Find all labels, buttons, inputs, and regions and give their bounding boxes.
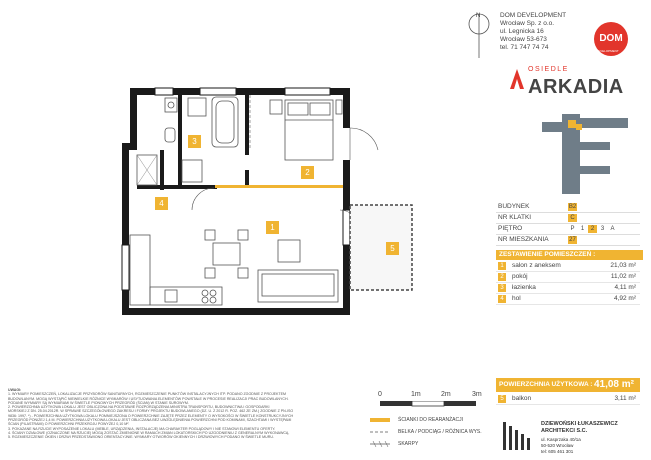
room-num: 4 [498,295,506,303]
room-num: 2 [498,273,506,281]
scale-3m: 3m [472,391,482,398]
bed [270,100,342,160]
balcony-name: balkon [512,395,532,402]
balcony [350,205,412,290]
total-area-label: POWIERZCHNIA UŻYTKOWA : [499,381,593,388]
notes-line: 3. POKAZANE NA RZUCIE WYPOSAŻENIE LOKALU (MEBLE, URZĄDZENIA, INSTALACJE) MA CHARAKTER POGLĄDOWY I NIE STANOWI ELEMENTU OFERTY. [8,426,276,431]
dom-logo-text: DOM [599,33,623,44]
bathroom-fixtures [165,97,238,182]
notes-line: 4. ŚCIANY DZIAŁOWE (OZNACZONE NA RZUCIE) MOGĄ ZOSTAĆ ZMIENIONE W RAMACH ZMIAN LOKATORSKICH PO UZGODNIENIU Z GENERALNYM WYKONAWCĄ. [8,430,290,435]
room-name: łazienka [512,284,536,291]
room-num: 3 [498,284,506,292]
flat-value: 27 [569,237,576,243]
rearrangeable-wall [215,185,343,188]
room-name: salon z aneksem [512,262,561,269]
info-building-row [496,202,640,213]
notes-line: 1. WYMIARY POMIESZCZEŃ, LOKALIZACJE PRZYBORÓW SANITARNYCH, ROZMIESZCZENIE PUNKTÓW INSTALACYJNYCH ITP. PODANO ZGODNIE Z PROJEKTEM [8,392,287,397]
legend-skarpy: SKARPY [398,441,419,447]
flat-label: NR MIESZKANIA [498,236,549,243]
company-line3: Wrocław 53-673 [500,36,547,43]
company-line2: ul. Legnicka 16 [500,28,544,35]
room-area: 21,03 m² [610,262,636,269]
rooms-header: ZESTAWIENIE POMIESZCZEŃ : [496,250,643,260]
architect-logo [499,418,539,454]
room-row [496,294,640,305]
legend-beam: BELKA / PODCIĄG / RÓŻNICA WYS. [398,429,482,435]
scale-2m: 2m [441,391,451,398]
architect-addr1: ul. Kasprzaka 40/1a [541,437,581,442]
company-phone: tel. 71 747 74 74 [500,44,549,51]
notes [8,388,348,440]
room-label-1: 1 [266,221,279,234]
info-flat-row [496,235,640,246]
room-area: 4,11 m² [614,284,636,291]
room-label-2: 2 [301,166,314,179]
sofa [258,240,338,302]
room-row [496,261,640,272]
architect-name1: DZIEWOŃSKI ŁUKASZEWICZ [541,421,618,427]
dom-logo-sub: DEVELOPMENT [596,49,619,53]
room-name: pokój [512,273,528,280]
notes-line: MORSKIEJ Z DN. 25.04.2012R. W SPRAWIE SZCZEGÓŁOWEGO ZAKRESU I FORMY PROJEKTU BUDOWLANEGO (DZ. U. Z 2012 R. POZ. 462 ZE ZM.) ZGODNIE Z PN-ISO [8,409,294,414]
floor-option-2: 2 [588,225,597,233]
floor-option-a: A [610,226,615,232]
notes-line: 2. POWIERZCHNIA UŻYTKOWA LOKALU JEST OBLICZONA NA PODSTAWIE ROZPORZĄDZENIA MINISTRA TRANSPORTU, BUDOWNICTWA I GOSPODARKI [8,405,270,410]
total-area-bar [496,378,640,392]
project-name: ARKADIA [528,76,624,98]
balcony-num: 5 [498,395,506,403]
legend-rearrange: ŚCIANKI DO REARANŻACJI [398,417,464,423]
key-plan [528,112,640,198]
notes-line: PODANE WYMIARY SĄ WYMIARAMI W ŚWIETLE PIONOWYCH PRZEGRÓD (ŚCIAN) W STANIE SUROWYM. [8,400,189,405]
room-num: 1 [498,262,506,270]
room-label-5: 5 [386,242,399,255]
project-prefix: OSIEDLE [528,66,569,73]
floor-label: PIĘTRO [498,225,523,232]
compass-north-label: N [476,13,481,19]
scale-0: 0 [378,391,382,398]
room-label-4: 4 [155,197,168,210]
scale-1m: 1m [411,391,421,398]
building-value: B2 [568,204,577,210]
stair-label: NR KLATKI [498,214,532,221]
balcony-area: 3,11 m² [614,395,636,402]
room-name: hol [512,295,521,302]
notes-title: UWAGI: [8,388,22,392]
company-line1: Wrocław Sp. z o.o. [500,20,555,27]
notes-line: 5. ROZMIESZCZENIE OKIEN I DRZWI PRZEDSTAWIONO ORIENTACYJNIE. WYMIARY OTWORÓW OKIENNYCH I DRZWIOWYCH PODANO W ŚWIETLE MURU. [8,435,274,440]
info-floor-row [496,224,640,235]
room-area: 11,02 m² [610,273,636,280]
building-label: BUDYNEK [498,203,530,210]
arkadia-logo-icon [508,67,526,91]
kitchen-counter [130,235,222,305]
floor-option-p: P [570,226,575,232]
notes-line: PRZEGRÓD PONIŻEJ 1,4 M. POWIERZCHNIA UŻYTKOWA LOKALU JEST OBLICZANA BEZ UWZGLĘDNIENIA POWIERZCHNI POD KOMINAMI, SZACHTAMI I WYSTĘPAMI [8,418,292,423]
scale-bar [380,401,482,407]
notes-line: 9836: 1997. *) - POWIERZCHNIA UŻYTKOWA LOKALU POMNIEJSZONA O POWIERZCHNIE ZAJĘTE PRZEZ ELEMENTY O WYSOKOŚCI W ŚWIETLE KONSTRUKCYJNYCH [8,413,294,418]
architect-name2: ARCHITEKCI S.C. [541,428,588,434]
floor-option-1: 1 [580,226,585,232]
legend-swatches [370,416,394,450]
floor-option-3: 3 [600,226,605,232]
architect-addr2: 50-520 Wrocław [541,443,574,448]
room-label-3: 3 [188,135,201,148]
balcony-row [496,394,640,405]
company-block [500,12,600,52]
notes-line: ŚCIAN (PILASTRAMI) O POWIERZCHNI PRZEKROJU POWYŻEJ 0,10 M². [8,422,130,427]
dining-set [205,230,248,278]
stair-value: C [568,214,577,222]
notes-line: BUDOWLANYM. MOGĄ WYSTĄPIĆ NIEWIELKIE RÓŻNICE WYMIARÓW I USYTUOWANIA ELEMENTÓW POWSTAŁE W PROCESIE REALIZACJI PRAC BUDOWLANYCH. [8,396,289,401]
architect-phone: tel: 605 461 301 [541,449,574,454]
room-row [496,283,640,294]
room-area: 4,92 m² [613,295,636,302]
company-name: DOM DEVELOPMENT [500,12,567,19]
total-area-value: 41,08 m² [593,379,634,390]
room-row [496,272,640,283]
info-stair-row [496,213,640,224]
